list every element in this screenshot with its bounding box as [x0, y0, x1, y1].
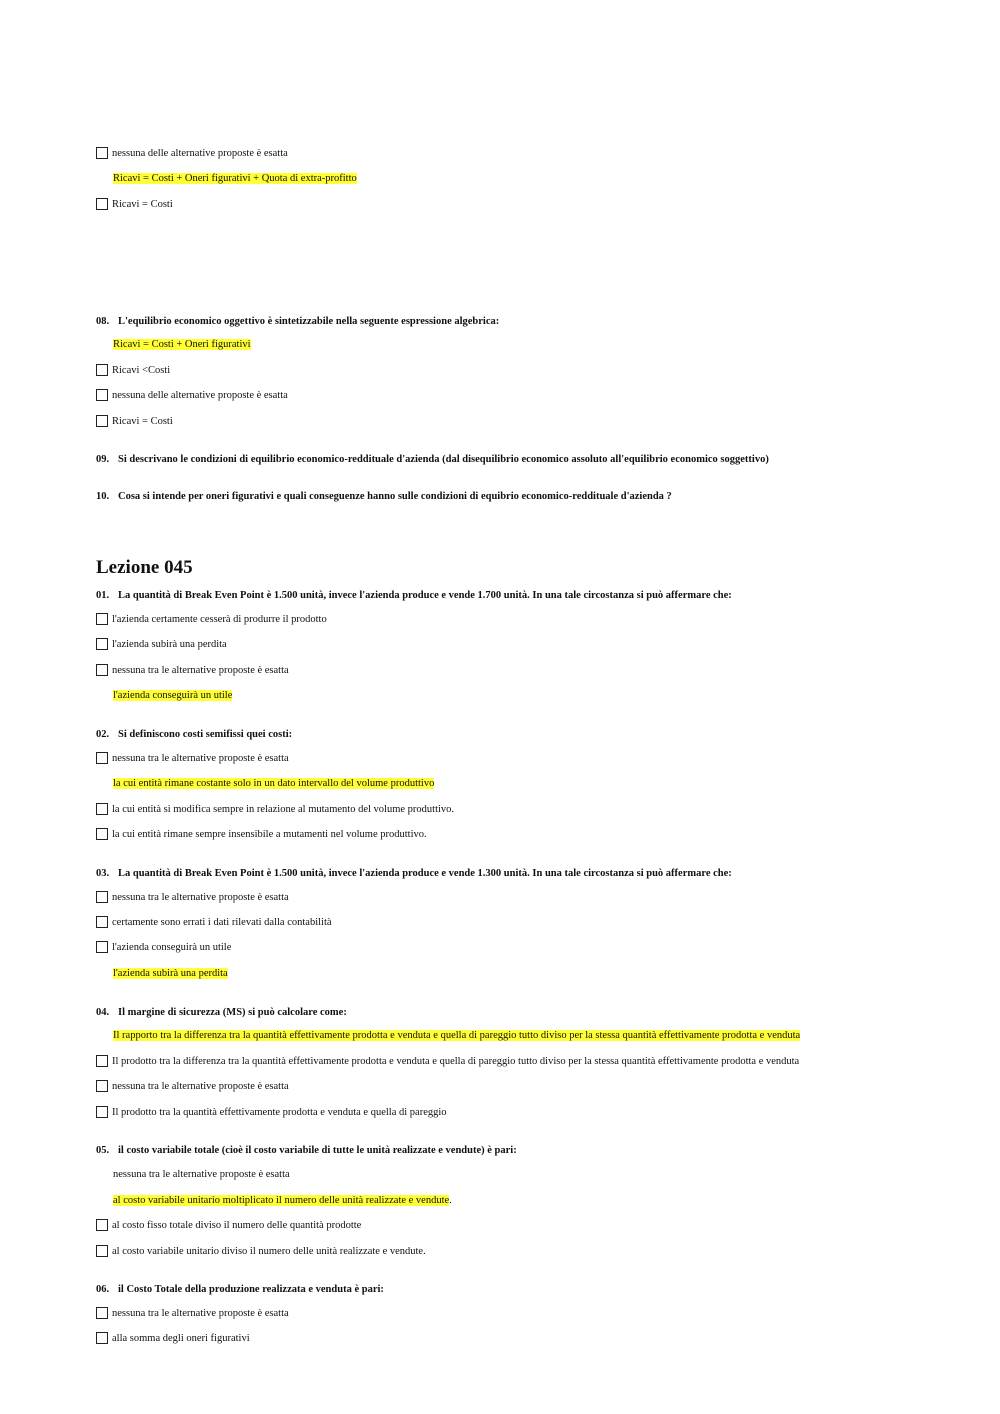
option-text: l'azienda conseguirà un utile — [112, 942, 232, 953]
answer-option[interactable] — [96, 415, 173, 429]
question-09 — [96, 453, 769, 467]
answer-option[interactable] — [96, 1219, 361, 1233]
answer-option[interactable] — [96, 638, 227, 652]
option-text: nessuna tra le alternative proposte è esatta — [113, 1169, 290, 1180]
checkbox[interactable] — [96, 147, 108, 159]
checkbox[interactable] — [96, 1080, 108, 1092]
answer-option[interactable] — [96, 828, 427, 842]
answer-option — [96, 689, 232, 703]
question-06 — [96, 1283, 384, 1297]
answer-option[interactable] — [96, 1245, 426, 1259]
question-text: Il margine di sicurezza (MS) si può calcolare come: — [118, 1007, 347, 1018]
answer-option — [96, 777, 434, 791]
checkbox[interactable] — [96, 664, 108, 676]
option-text: la cui entità si modifica sempre in relazione al mutamento del volume produttivo. — [112, 804, 455, 815]
question-text: il Costo Totale della produzione realizzata e venduta è pari: — [118, 1284, 384, 1295]
checkbox[interactable] — [96, 916, 108, 928]
checkbox[interactable] — [96, 803, 108, 815]
question-05 — [96, 1144, 517, 1158]
checkbox[interactable] — [96, 1332, 108, 1344]
lesson-title: Lezione 045 — [96, 557, 193, 578]
answer-option[interactable] — [96, 1332, 250, 1346]
option-suffix: . — [449, 1195, 452, 1206]
option-text: la cui entità rimane sempre insensibile a mutamenti nel volume produttivo. — [112, 829, 427, 840]
question-number: 09. — [96, 454, 110, 465]
question-number: 05. — [96, 1145, 110, 1156]
answer-option[interactable] — [96, 613, 327, 627]
checkbox[interactable] — [96, 1055, 108, 1067]
answer-option[interactable] — [96, 752, 289, 766]
question-text: La quantità di Break Even Point è 1.500 unità, invece l'azienda produce e vende 1.700 unità. In una tale circostanza si può affermare che: — [118, 590, 732, 601]
question-text: L'equilibrio economico oggettivo è sintetizzabile nella seguente espressione algebrica: — [118, 316, 500, 327]
option-text: nessuna delle alternative proposte è esatta — [112, 390, 288, 401]
answer-option — [96, 172, 357, 186]
checkbox[interactable] — [96, 941, 108, 953]
question-number: 04. — [96, 1007, 110, 1018]
answer-option[interactable] — [96, 389, 288, 403]
answer-option[interactable] — [96, 147, 288, 161]
checkbox[interactable] — [96, 1106, 108, 1118]
answer-option[interactable] — [96, 1307, 289, 1321]
answer-option[interactable] — [96, 1055, 799, 1069]
option-text: nessuna tra le alternative proposte è esatta — [112, 1308, 289, 1319]
answer-option[interactable] — [96, 941, 231, 955]
question-03 — [96, 867, 732, 881]
option-text: Ricavi = Costi — [112, 199, 173, 210]
answer-option[interactable] — [96, 916, 332, 930]
highlighted-answer: Ricavi = Costi + Oneri figurativi — [113, 339, 251, 350]
checkbox[interactable] — [96, 364, 108, 376]
option-text: Ricavi = Costi — [112, 416, 173, 427]
option-text: nessuna tra le alternative proposte è esatta — [112, 892, 289, 903]
option-text: l'azienda subirà una perdita — [112, 639, 227, 650]
question-text: il costo variabile totale (cioè il costo variabile di tutte le unità realizzate e vendute) è pari: — [118, 1145, 517, 1156]
question-text: Si definiscono costi semifissi quei costi: — [118, 729, 293, 740]
question-text: Si descrivano le condizioni di equilibrio economico-reddituale d'azienda (dal disequilibrio economico assoluto all'equilibrio economico soggettivo) — [118, 454, 769, 465]
question-number: 03. — [96, 868, 110, 879]
checkbox[interactable] — [96, 1307, 108, 1319]
option-text: nessuna tra le alternative proposte è esatta — [112, 1081, 289, 1092]
highlighted-answer: Il rapporto tra la differenza tra la quantità effettivamente prodotta e venduta e quella di pareggio tutto diviso per la stessa quantità effettivamente prodotta e venduta — [113, 1030, 801, 1041]
question-number: 10. — [96, 491, 110, 502]
option-text: l'azienda certamente cesserà di produrre il prodotto — [112, 614, 327, 625]
highlighted-answer: al costo variabile unitario moltiplicato il numero delle unità realizzate e vendute — [113, 1195, 450, 1206]
answer-option[interactable] — [96, 364, 170, 378]
answer-option — [96, 1029, 800, 1043]
option-text: al costo variabile unitario diviso il numero delle unità realizzate e vendute. — [112, 1246, 426, 1257]
option-text: al costo fisso totale diviso il numero delle quantità prodotte — [112, 1220, 362, 1231]
question-04 — [96, 1006, 347, 1020]
answer-option — [96, 1194, 452, 1208]
question-08 — [96, 315, 499, 329]
checkbox[interactable] — [96, 1219, 108, 1231]
highlighted-answer: Ricavi = Costi + Oneri figurativi + Quota di extra-profitto — [113, 173, 357, 184]
option-text: nessuna tra le alternative proposte è esatta — [112, 753, 289, 764]
answer-option[interactable] — [96, 803, 454, 817]
option-text: Il prodotto tra la differenza tra la quantità effettivamente prodotta e venduta e quella di pareggio tutto diviso per la stessa quantità effettivamente prodotta e venduta — [112, 1056, 800, 1067]
checkbox[interactable] — [96, 389, 108, 401]
answer-option — [96, 338, 251, 352]
highlighted-answer: l'azienda subirà una perdita — [113, 968, 228, 979]
checkbox[interactable] — [96, 198, 108, 210]
option-text: nessuna tra le alternative proposte è esatta — [112, 665, 289, 676]
option-text: nessuna delle alternative proposte è esatta — [112, 148, 288, 159]
checkbox[interactable] — [96, 891, 108, 903]
answer-option — [96, 967, 228, 981]
checkbox[interactable] — [96, 752, 108, 764]
question-10 — [96, 490, 672, 504]
question-text: Cosa si intende per oneri figurativi e quali conseguenze hanno sulle condizioni di equibrio economico-reddituale d'azienda ? — [118, 491, 672, 502]
option-text: alla somma degli oneri figurativi — [112, 1333, 250, 1344]
checkbox[interactable] — [96, 415, 108, 427]
option-text: certamente sono errati i dati rilevati dalla contabilità — [112, 917, 332, 928]
option-text: Il prodotto tra la quantità effettivamente prodotta e venduta e quella di pareggio — [112, 1107, 447, 1118]
answer-option[interactable] — [96, 1106, 447, 1120]
question-number: 06. — [96, 1284, 110, 1295]
question-number: 08. — [96, 316, 110, 327]
highlighted-answer: la cui entità rimane costante solo in un dato intervallo del volume produttivo — [113, 778, 435, 789]
question-02 — [96, 728, 292, 742]
checkbox[interactable] — [96, 828, 108, 840]
question-01 — [96, 589, 732, 603]
answer-option[interactable] — [96, 664, 289, 678]
answer-option[interactable] — [96, 1080, 289, 1094]
answer-option[interactable] — [96, 891, 289, 905]
highlighted-answer: l'azienda conseguirà un utile — [113, 690, 233, 701]
checkbox[interactable] — [96, 613, 108, 625]
checkbox[interactable] — [96, 638, 108, 650]
question-text: La quantità di Break Even Point è 1.500 unità, invece l'azienda produce e vende 1.300 unità. In una tale circostanza si può affermare che: — [118, 868, 732, 879]
checkbox[interactable] — [96, 1245, 108, 1257]
question-number: 02. — [96, 729, 110, 740]
answer-option[interactable] — [96, 198, 173, 212]
option-text: Ricavi <Costi — [112, 365, 171, 376]
question-number: 01. — [96, 590, 110, 601]
answer-option — [96, 1168, 290, 1182]
